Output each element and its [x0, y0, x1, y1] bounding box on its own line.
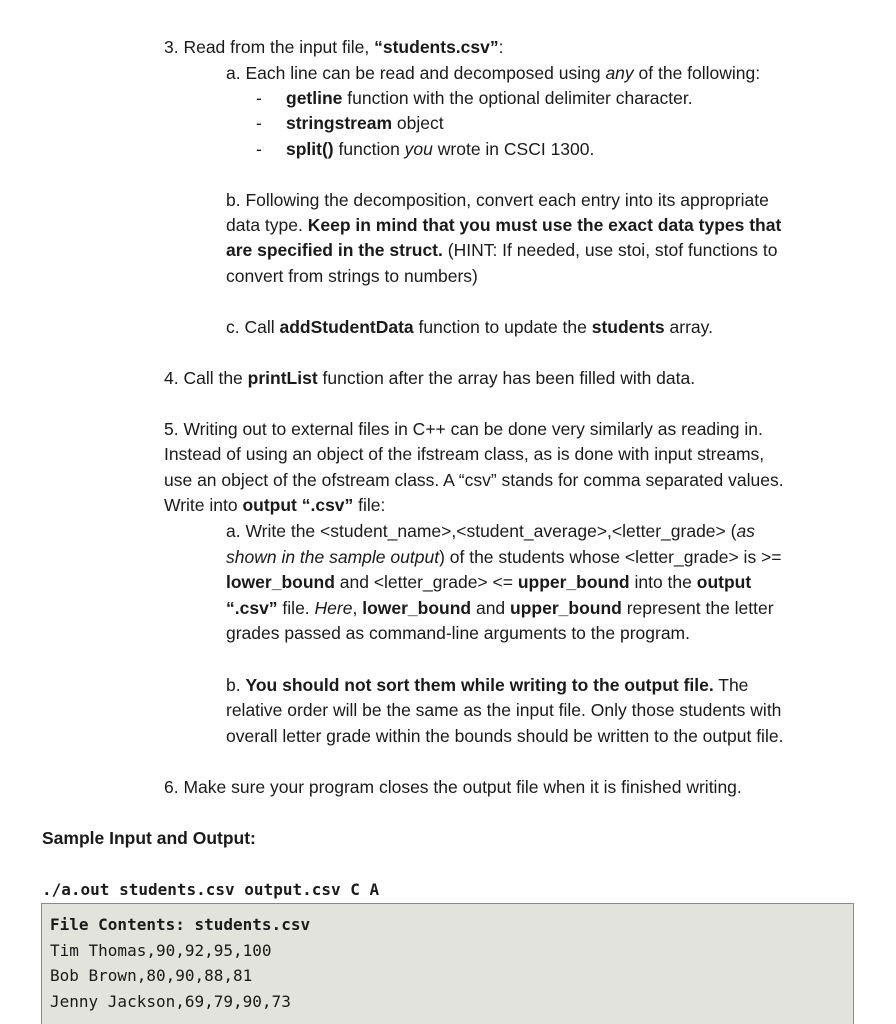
step-3-heading: 3. Read from the input file, “students.csv”:	[164, 37, 504, 57]
step-5b-line: b. You should not sort them while writing to the output file. The	[226, 675, 749, 695]
csv-row: Tim Thomas,90,92,95,100	[50, 941, 272, 960]
step-3b-line: b. Following the decomposition, convert each entry into its appropriate	[226, 190, 769, 210]
step-3b-line: data type. Keep in mind that you must use the exact data types that	[226, 215, 782, 235]
step-3b-line: convert from strings to numbers)	[226, 266, 478, 286]
bullet-stringstream: stringstream object	[286, 113, 444, 133]
bullet-dash: -	[256, 88, 262, 108]
file-contents-box	[41, 903, 854, 1024]
step-3a: a. Each line can be read and decomposed using any of the following:	[226, 63, 761, 83]
step-5b-line: overall letter grade within the bounds should be written to the output file.	[226, 726, 784, 746]
step-3c: c. Call addStudentData function to update the students array.	[226, 317, 713, 337]
step-5b-line: relative order will be the same as the input file. Only those students with	[226, 700, 782, 720]
step-5a-line: shown in the sample output) of the students whose <letter_grade> is >=	[226, 547, 782, 567]
sample-command: ./a.out students.csv output.csv C A	[42, 880, 380, 899]
step-5-line: use an object of the ofstream class. A “csv” stands for comma separated values.	[164, 470, 784, 490]
step-5-line: 5. Writing out to external files in C++ can be done very similarly as reading in.	[164, 419, 763, 439]
bullet-dash: -	[256, 113, 262, 133]
bullet-getline: getline function with the optional delimiter character.	[286, 88, 693, 108]
sample-heading: Sample Input and Output:	[42, 828, 256, 848]
file-contents-header: File Contents: students.csv	[50, 915, 311, 934]
step-5a-line: grades passed as command-line arguments to the program.	[226, 623, 690, 643]
csv-row: Bob Brown,80,90,88,81	[50, 966, 253, 985]
csv-row: Jenny Jackson,69,79,90,73	[50, 992, 291, 1011]
step-6: 6. Make sure your program closes the output file when it is finished writing.	[164, 777, 742, 797]
bullet-dash: -	[256, 139, 262, 159]
step-3b-line: are specified in the struct. (HINT: If needed, use stoi, stof functions to	[226, 240, 778, 260]
step-4: 4. Call the printList function after the array has been filled with data.	[164, 368, 696, 388]
step-5a-line: a. Write the <student_name>,<student_average>,<letter_grade> (as	[226, 521, 755, 541]
bullet-split: split() function you wrote in CSCI 1300.	[286, 139, 595, 159]
step-5-line: Write into output “.csv” file:	[164, 495, 386, 515]
step-5a-line: lower_bound and <letter_grade> <= upper_bound into the output	[226, 572, 752, 592]
step-5-line: Instead of using an object of the ifstream class, as is done with input streams,	[164, 444, 765, 464]
step-5a-line: “.csv” file. Here, lower_bound and upper_bound represent the letter	[226, 598, 774, 618]
